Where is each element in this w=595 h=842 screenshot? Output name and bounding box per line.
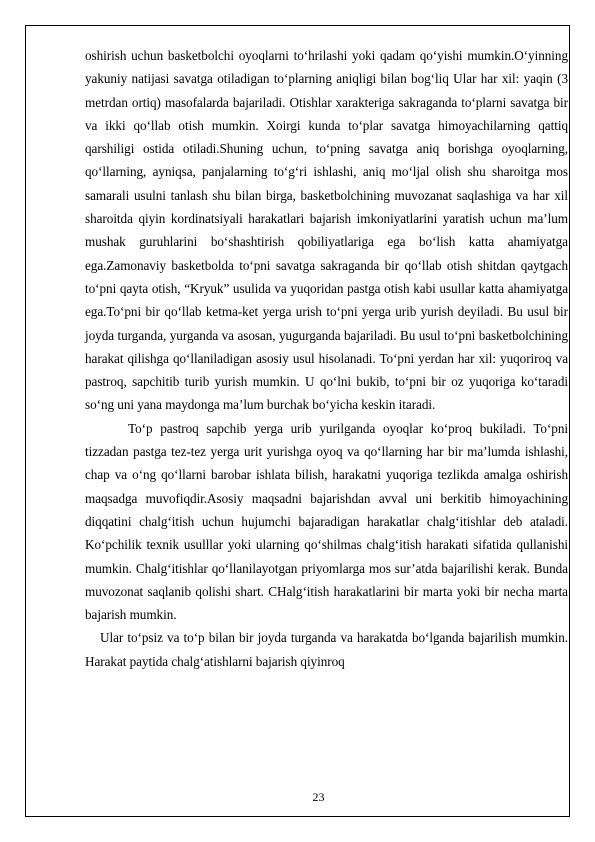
document-body [85,44,568,673]
paragraph-2: To‘p pastroq sapchib yerga urib yurilganda oyoqlar ko‘proq bukiladi. To‘pni tizzadan pastga tez-tez yerga urit yurishga oyoq va qo‘llarning har bir ma’lumda ishlashi, chap va o‘ng qo‘llarni barobar ishlata bilish, harakatni yuqoriga tezlikda amalga oshirish maqsadga muvofiqdir.Asosiy maqsadni bajarishdan avval uni berkitib himoyachining diqqatini chalg‘itish uchun hujumchi bajaradigan harakatlar chalg‘itishlar deb ataladi. Ko‘pchilik texnik usulllar yoki ularning qo‘shilmas chalg‘itish harakati sifatida qullanishi mumkin. Chalg‘itishlar qo‘llanilayotgan priyomlarga mos sur’atda bajarilishi kerak. Bunda muvozonat saqlanib qolishi shart. CHalg‘itish harakatlarini bir marta yoki bir necha marta bajarish mumkin. [85,420,568,623]
page-number: 23 [312,790,325,804]
paragraph-3: Ular to‘psiz va to‘p bilan bir joyda turganda va harakatda bo‘lganda bajarilish mumkin. Harakat paytida chalg‘atishlarni bajarish qiyinroq [85,630,568,669]
paragraph-1: oshirish uchun basketbolchi oyoqlarni to‘hrilashi yoki qadam qo‘yishi mumkin.O‘yinning yakuniy natijasi savatga otiladigan to‘plarning aniqligi bilan bog‘liq Ular har xil: yaqin (3 metrdan ortiq) masofalarda bajariladi. Otishlar xarakteriga sakraganda to‘plarni savatga bir va ikki qo‘llab otish mumkin. Xoirgi kunda to‘plar savatga himoyachilarning qattiq qarshiligi ostida otiladi.Shuning uchun, to‘pning savatga aniq borishga oyoqlarning, qo‘llarning, ayniqsa, panjalarning to‘g‘ri ishlashi, aniq mo‘ljal olish shu sharoitga mos samarali usulni tanlash shu bilan birga, basketbolchining muvozanat saqlashiga va har xil sharoitda qiyin kordinatsiyali harakatlari bajarish imkoniyatlarini yaratish uchun ma’lum mushak guruhlarini bo‘shashtirish qobiliyatlariga ega bo‘lish katta ahamiyatga ega.Zamonaviy basketbolda to‘pni savatga sakraganda bir qo‘llab otish shitdan qaytgach to‘pni qayta otish, “Kryuk” usulida va yuqoridan pastga otish kabi usullar katta ahamiyatga ega.To‘pni bir qo‘llab ketma-ket yerga urish to‘pni yerga urib yurish deyiladi. Bu usul bir joyda turganda, yurganda va asosan, yugurganda bajariladi. Bu usul to‘pni basketbolchining harakat qilishga qo‘llaniladigan asosiy usul hisolanadi. To‘pni yerdan har xil: yuqoriroq va pastroq, sapchitib turib yurish mumkin. U qo‘lni bukib, to‘pni bir oz yuqoriga ko‘taradi so‘ng uni yana maydonga ma’lum burchak bo‘yicha keskin itaradi. [85,48,568,413]
